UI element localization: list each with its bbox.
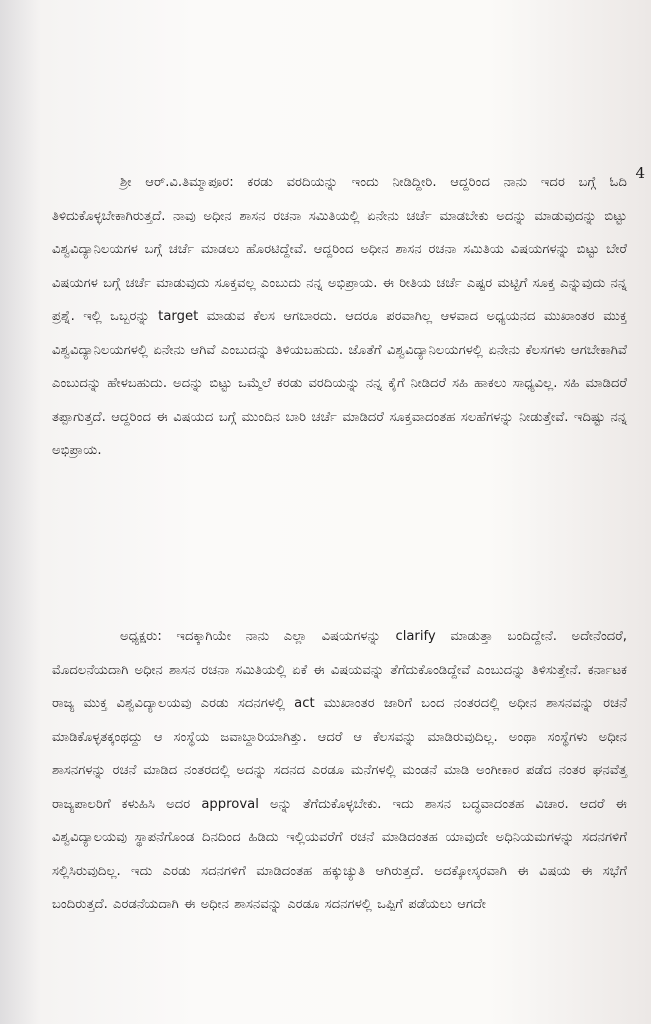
paragraph-text: ಅಧ್ಯಕ್ಷರು: ಇದಕ್ಕಾಗಿಯೇ ನಾನು ಎಲ್ಲಾ ವಿಷಯಗಳನ್ನು clarify ಮಾಡುತ್ತಾ ಬಂದಿದ್ದೇನೆ. ಅದೇನೆಂದರೆ, ಮೊದಲನೆಯದಾಗಿ ಅಧೀನ ಶಾಸನ ರಚನಾ ಸಮಿತಿಯಲ್ಲಿ ಏಕೆ ಈ ವಿಷಯವನ್ನು ತೆಗೆದುಕೊಂಡಿದ್ದೇವೆ ಎಂಬುದನ್ನು ತಿಳಿಸುತ್ತೇನೆ. ಕರ್ನಾಟಕ ರಾಜ್ಯ ಮುಕ್ತ ವಿಶ್ವವಿದ್ಯಾಲಯವು ಎರಡು ಸದನಗಳಲ್ಲಿ act ಮುಖಾಂತರ ಜಾರಿಗೆ ಬಂದ ನಂತರದಲ್ಲಿ ಅಧೀನ ಶಾಸನವನ್ನು ರಚನೆ ಮಾಡಿಕೊಳ್ಳತಕ್ಕಂಥದ್ದು ಆ ಸಂಸ್ಥೆಯ ಜವಾಬ್ದಾರಿಯಾಗಿತ್ತು. ಆದರೆ ಆ ಕೆಲಸವನ್ನು ಮಾಡಿರುವುದಿಲ್ಲ. ಅಂಥಾ ಸಂಸ್ಥೆಗಳು ಅಧೀನ ಶಾಸನಗಳನ್ನು ರಚನೆ ಮಾಡಿದ ನಂತರದಲ್ಲಿ ಅದನ್ನು ಸದನದ ಎರಡೂ ಮನೆಗಳಲ್ಲಿ ಮಂಡನೆ ಮಾಡಿ ಅಂಗೀಕಾರ ಪಡೆದ ನಂತರ ಘನವೆತ್ತ ರಾಜ್ಯಪಾಲರಿಗೆ ಕಳುಹಿಸಿ ಅದರ approval ಅನ್ನು ತೆಗೆದುಕೊಳ್ಳಬೇಕು. ಇದು ಶಾಸನ ಬದ್ಧವಾದಂತಹ ವಿಚಾರ. ಆದರೆ ಈ ವಿಶ್ವವಿದ್ಯಾಲಯವು ಸ್ಥಾಪನೆಗೊಂಡ ದಿನದಿಂದ ಹಿಡಿದು ಇಲ್ಲಿಯವರೆಗೆ ರಚನೆ ಮಾಡಿದಂತಹ ಯಾವುದೇ ಅಧಿನಿಯಮಗಳನ್ನು ಸದನಗಳಿಗೆ ಸಲ್ಲಿಸಿರುವುದಿಲ್ಲ. ಇದು ಎರಡು ಸದನಗಳಿಗೆ ಮಾಡಿದಂತಹ ಹಕ್ಕುಚ್ಯುತಿ ಆಗಿರುತ್ತದೆ. ಅದಕ್ಕೋಸ್ಕರವಾಗಿ ಈ ವಿಷಯ ಈ ಸಭೆಗೆ ಬಂದಿರುತ್ತದೆ. ಎರಡನೆಯದಾಗಿ ಈ ಅಧೀನ ಶಾಸನವನ್ನು ಎರಡೂ ಸದನಗಳಲ್ಲಿ ಒಪ್ಪಿಗೆ ಪಡೆಯಲು ಆಗದೇ <box>52 629 627 912</box>
paragraph-chairman <box>52 620 627 922</box>
scan-shadow <box>0 0 40 1024</box>
paragraph-text: ಶ್ರೀ ಆರ್.ವಿ.ತಿಮ್ಮಾಪೂರ: ಕರಡು ವರದಿಯನ್ನು ಇಂದು ನೀಡಿದ್ದೀರಿ. ಆದ್ದರಿಂದ ನಾನು ಇದರ ಬಗ್ಗೆ ಓದಿ ತಿಳಿದುಕೊಳ್ಳಬೇಕಾಗಿರುತ್ತದೆ. ನಾವು ಅಧೀನ ಶಾಸನ ರಚನಾ ಸಮಿತಿಯಲ್ಲಿ ಏನೇನು ಚರ್ಚೆ ಮಾಡಬೇಕು ಅದನ್ನು ಮಾಡುವುದನ್ನು ಬಿಟ್ಟು ವಿಶ್ವವಿದ್ಯಾನಿಲಯಗಳ ಬಗ್ಗೆ ಚರ್ಚೆ ಮಾಡಲು ಹೊರಟಿದ್ದೇವೆ. ಆದ್ದರಿಂದ ಅಧೀನ ಶಾಸನ ರಚನಾ ಸಮಿತಿಯ ವಿಷಯಗಳನ್ನು ಬಿಟ್ಟು ಬೇರೆ ವಿಷಯಗಳ ಬಗ್ಗೆ ಚರ್ಚೆ ಮಾಡುವುದು ಸೂಕ್ತವಲ್ಲ ಎಂಬುದು ನನ್ನ ಅಭಿಪ್ರಾಯ. ಈ ರೀತಿಯ ಚರ್ಚೆ ಎಷ್ಟರ ಮಟ್ಟಿಗೆ ಸೂಕ್ತ ಎನ್ನುವುದು ನನ್ನ ಪ್ರಶ್ನೆ. ಇಲ್ಲಿ ಒಬ್ಬರನ್ನು target ಮಾಡುವ ಕೆಲಸ ಆಗಬಾರದು. ಆದರೂ ಪರವಾಗಿಲ್ಲ ಆಳವಾದ ಅಧ್ಯಯನದ ಮುಖಾಂತರ ಮುಕ್ತ ವಿಶ್ವವಿದ್ಯಾನಿಲಯಗಳಲ್ಲಿ ಏನೇನು ಆಗಿವೆ ಎಂಬುದನ್ನು ತಿಳಿಯಬಹುದು. ಜೊತೆಗೆ ವಿಶ್ವವಿದ್ಯಾನಿಲಯಗಳಲ್ಲಿ ಏನೇನು ಕೆಲಸಗಳು ಆಗಬೇಕಾಗಿವೆ ಎಂಬುದನ್ನು ಹೇಳಬಹುದು. ಅದನ್ನು ಬಿಟ್ಟು ಒಮ್ಮೆಲೆ ಕರಡು ವರದಿಯನ್ನು ನನ್ನ ಕೈಗೆ ನೀಡಿದರೆ ಸಹಿ ಹಾಕಲು ಸಾಧ್ಯವಿಲ್ಲ. ಸಹಿ ಮಾಡಿದರೆ ತಪ್ಪಾಗುತ್ತದೆ. ಆದ್ದರಿಂದ ಈ ವಿಷಯದ ಬಗ್ಗೆ ಮುಂದಿನ ಬಾರಿ ಚರ್ಚೆ ಮಾಡಿದರೆ ಸೂಕ್ತವಾದಂತಹ ಸಲಹೆಗಳನ್ನು ನೀಡುತ್ತೇವೆ. ಇದಿಷ್ಟು ನನ್ನ ಅಭಿಪ್ರಾಯ. <box>52 175 627 458</box>
paragraph-thimmapur <box>52 166 627 468</box>
page-number: 4 <box>635 164 645 182</box>
